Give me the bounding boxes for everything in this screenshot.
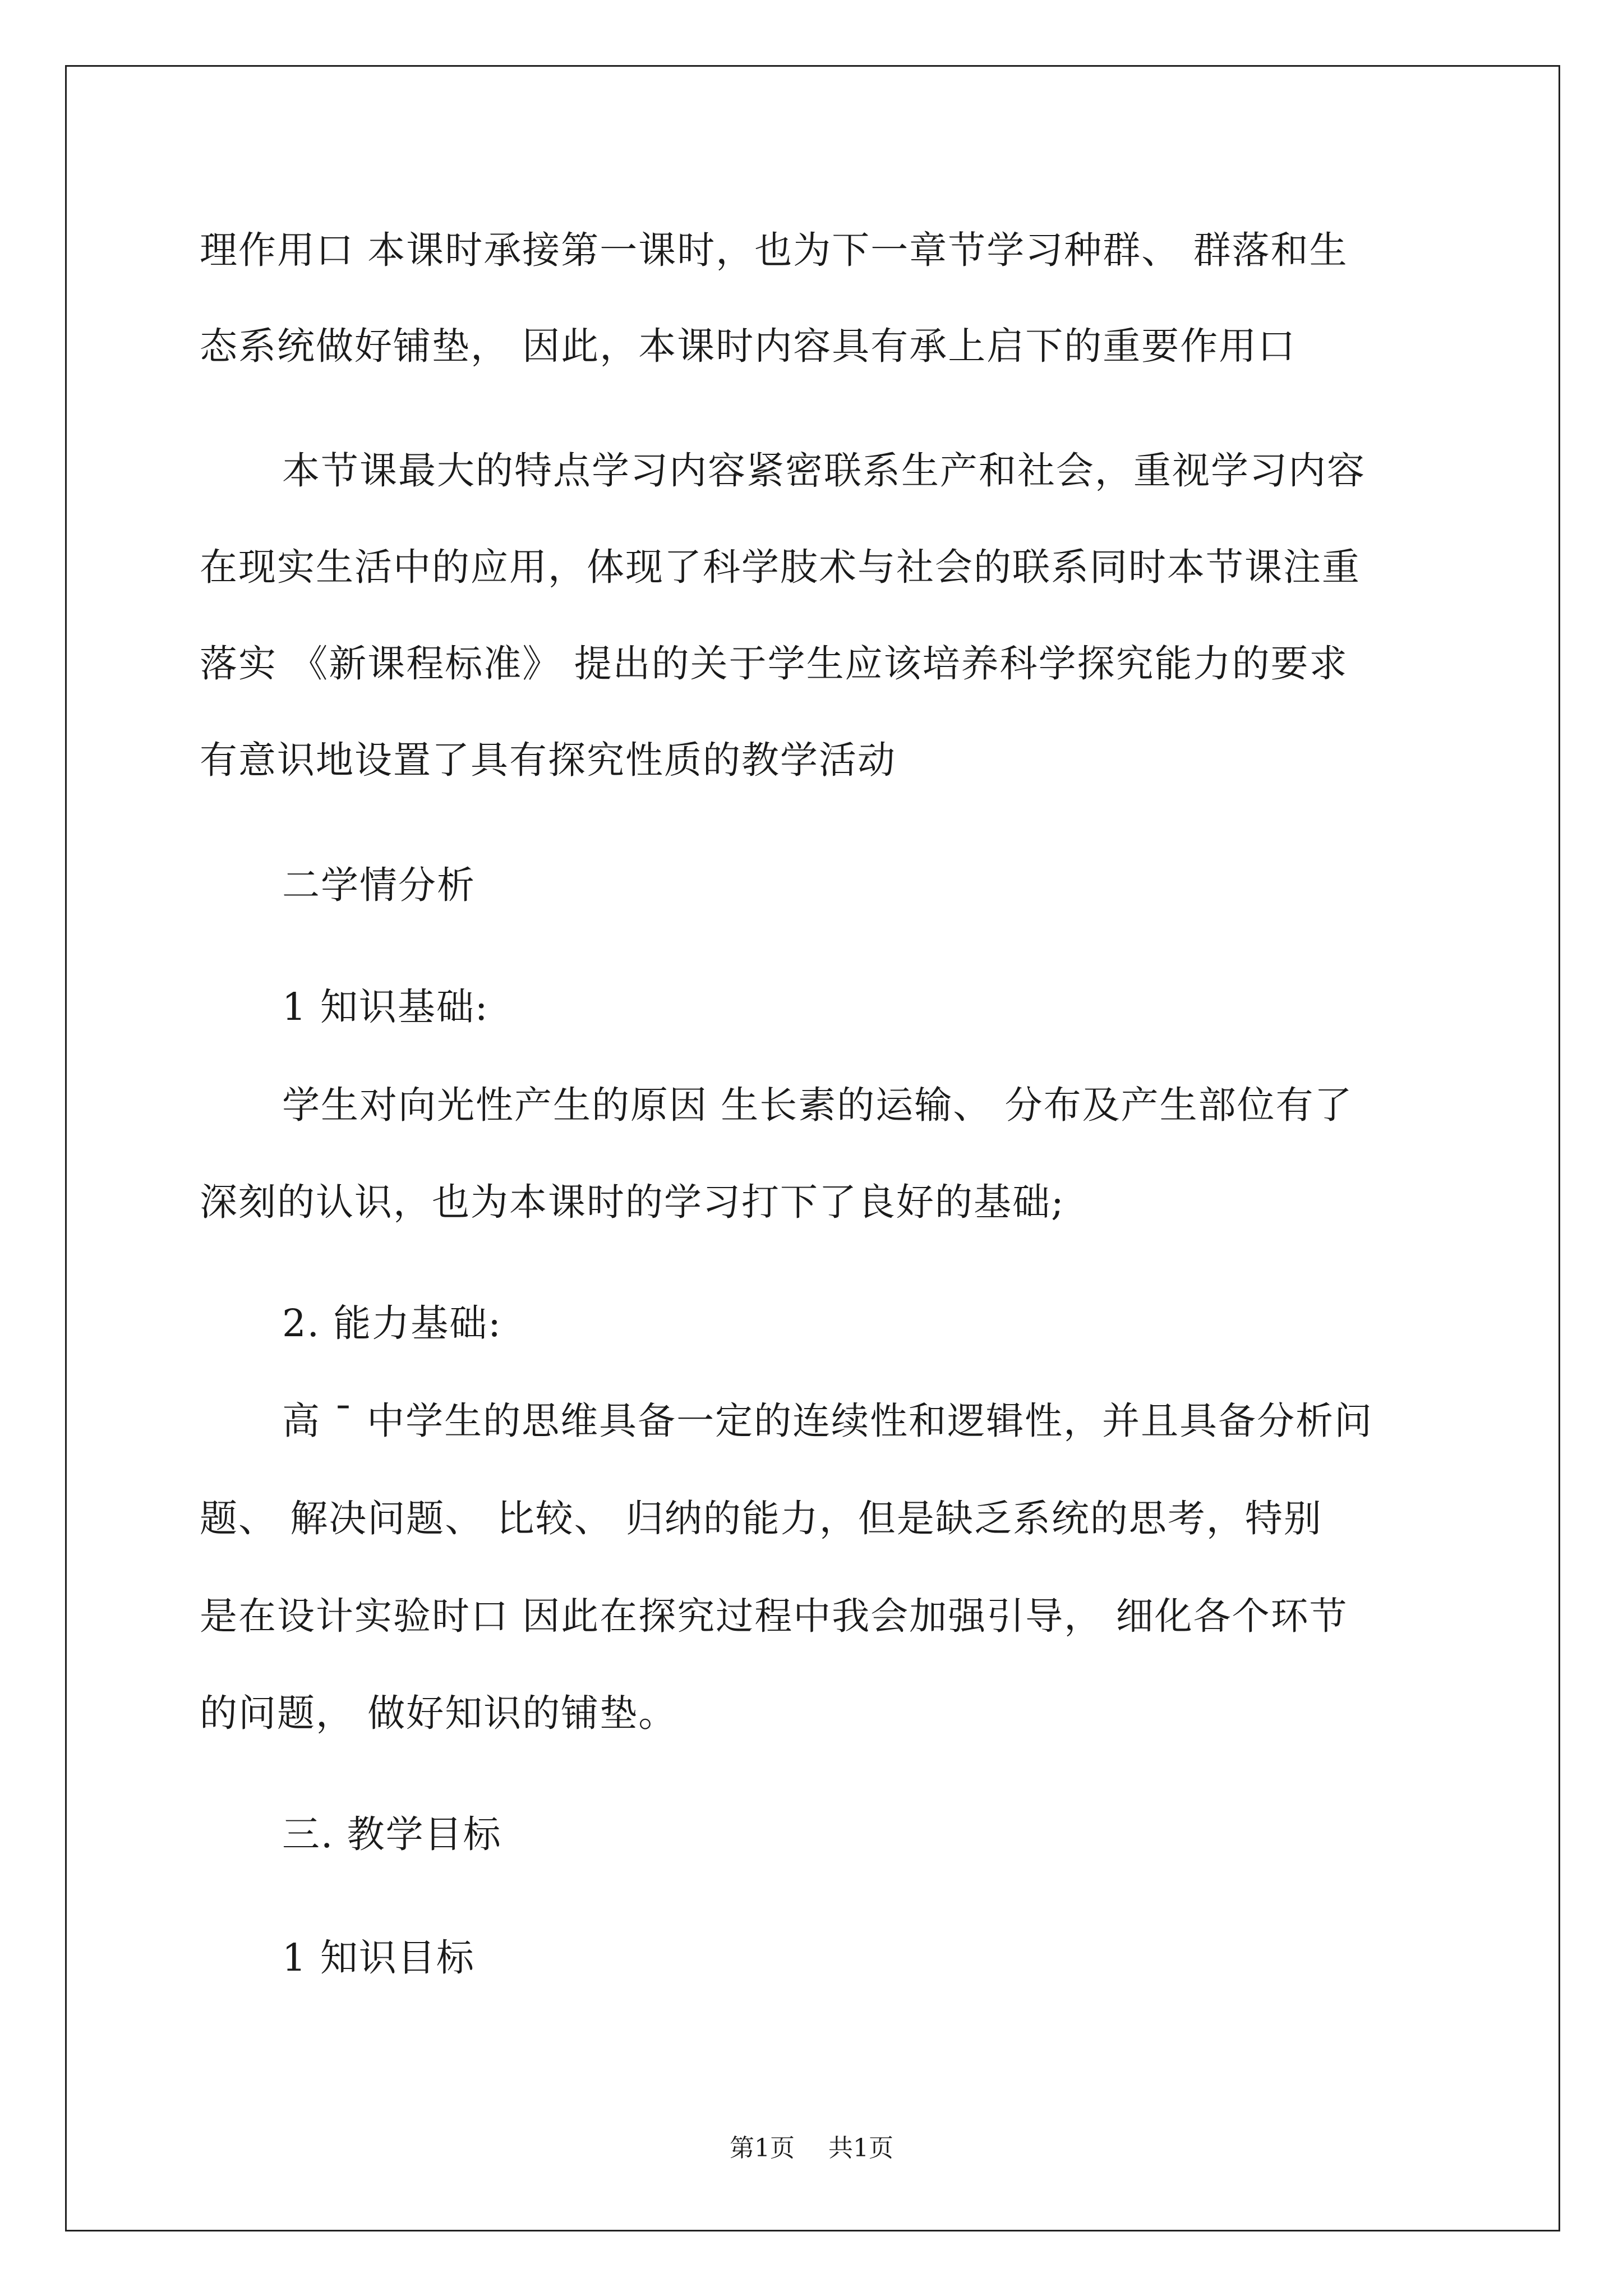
paragraph-line: 高 ¯ 中学生的思维具备一定的连续性和逻辑性，并且具备分析问 xyxy=(282,1399,1373,1443)
paragraph-line: 学生对向光性产生的原因 生长素的运输、 分布及产生部位有了 xyxy=(282,1083,1353,1127)
page-border xyxy=(65,65,1560,2231)
paragraph-line: 是在设计实验时口 因此在探究过程中我会加强引导， 细化各个环节 xyxy=(200,1594,1348,1638)
paragraph-line: 落实 《新课程标准》 提出的关于学生应该培养科学探究能力的要求 xyxy=(200,642,1348,685)
paragraph-line: 的问题， 做好知识的铺垫。 xyxy=(200,1691,677,1735)
paragraph-line: 本节课最大的特点学习内容紧密联系生产和社会，重视学习内容 xyxy=(282,449,1366,493)
subsection-heading: 1 知识目标 xyxy=(282,1936,475,1980)
page-footer xyxy=(0,2132,1623,2165)
page-total: 共1页 xyxy=(828,2134,893,2162)
paragraph-line: 在现实生活中的应用，体现了科学肢术与社会的联系同时本节课注重 xyxy=(200,545,1361,589)
section-heading: 二学情分析 xyxy=(282,863,476,907)
subsection-heading: 2. 能力基础: xyxy=(282,1301,502,1345)
paragraph-line: 态系统做好铺垫， 因此，本课时内容具有承上启下的重要作用口 xyxy=(200,324,1297,368)
paragraph-line: 深刻的认识，也为本课时的学习打下了良好的基础; xyxy=(200,1180,1065,1224)
paragraph-line: 有意识地设置了具有探究性质的教学活动 xyxy=(200,738,896,782)
section-heading: 三. 教学目标 xyxy=(282,1812,502,1856)
paragraph-line: 理作用口 本课时承接第一课时，也为下一章节学习种群、 群落和生 xyxy=(200,228,1348,272)
page-number: 第1页 xyxy=(730,2134,795,2162)
paragraph-line: 题、 解决问题、 比较、 归纳的能力，但是缺乏系统的思考，特别 xyxy=(200,1497,1322,1540)
subsection-heading: 1 知识基础: xyxy=(282,985,489,1029)
